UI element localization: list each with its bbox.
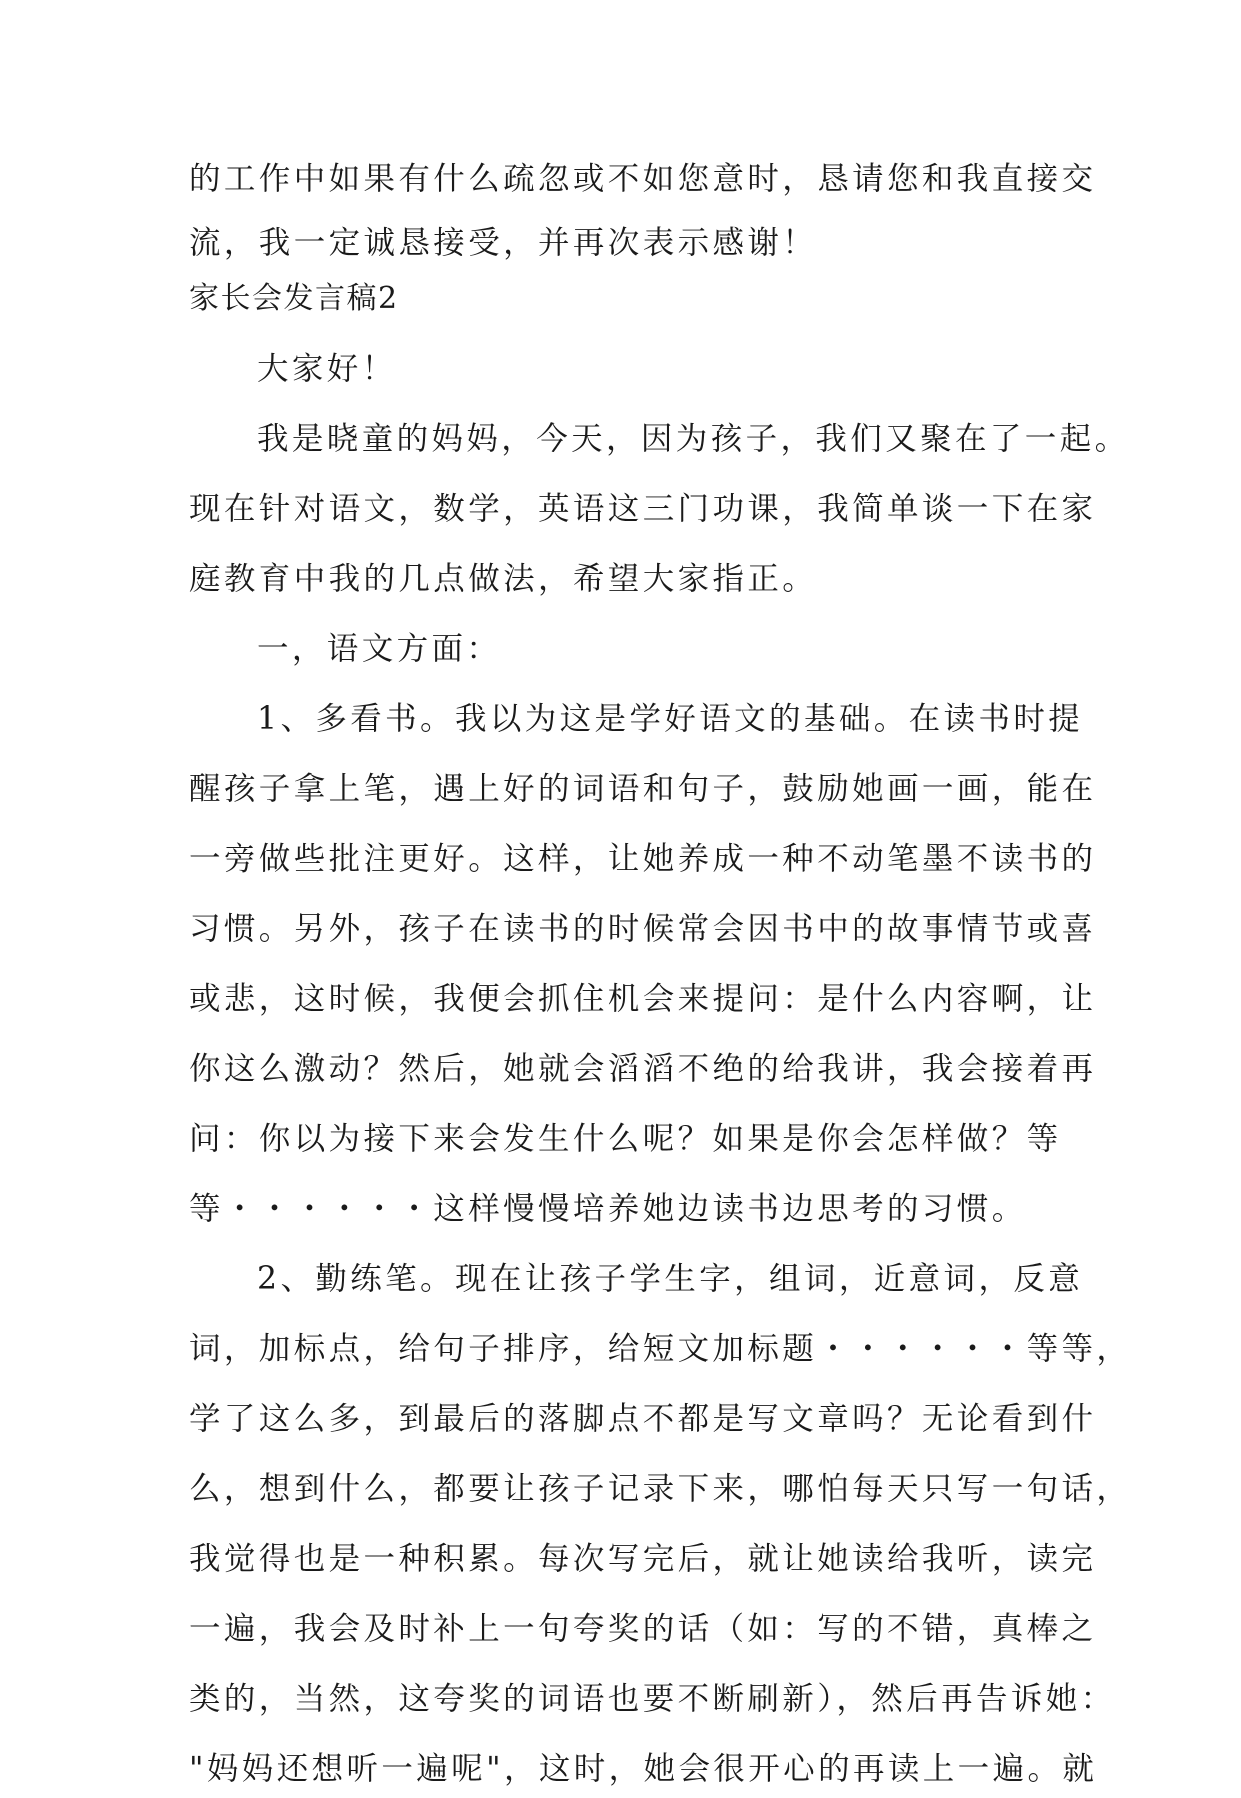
text-line: 习惯。另外，孩子在读书的时候常会因书中的故事情节或喜 xyxy=(189,911,1097,947)
text-line: 词，加标点，给句子排序，给短文加标题・・・・・・等等， xyxy=(189,1331,1132,1367)
section-heading: 家长会发言稿2 xyxy=(189,281,399,316)
text-line: 一旁做些批注更好。这样，让她养成一种不动笔墨不读书的 xyxy=(189,841,1097,877)
paragraph-start: 1、多看书。我以为这是学好语文的基础。在读书时提 xyxy=(257,701,1084,737)
paragraph-start: 2、勤练笔。现在让孩子学生字，组词，近意词，反意 xyxy=(257,1261,1084,1297)
text-line: 等・・・・・・这样慢慢培养她边读书边思考的习惯。 xyxy=(189,1191,1027,1227)
text-line: 类的，当然，这夸奖的词语也要不断刷新），然后再告诉她： xyxy=(189,1681,1116,1717)
text-line: 我觉得也是一种积累。每次写完后，就让她读给我听，读完 xyxy=(189,1541,1097,1577)
text-line: 醒孩子拿上笔，遇上好的词语和句子，鼓励她画一画，能在 xyxy=(189,771,1097,807)
text-line: 或悲，这时候，我便会抓住机会来提问：是什么内容啊，让 xyxy=(189,981,1097,1017)
text-line: 的工作中如果有什么疏忽或不如您意时，恳请您和我直接交 xyxy=(189,161,1097,197)
text-line: "妈妈还想听一遍呢"，这时，她会很开心的再读上一遍。就 xyxy=(189,1751,1098,1787)
text-line: 一遍，我会及时补上一句夸奖的话（如：写的不错，真棒之 xyxy=(189,1611,1097,1647)
salutation: 大家好！ xyxy=(257,351,397,387)
document-body xyxy=(189,150,1132,1798)
text-line: 庭教育中我的几点做法，希望大家指正。 xyxy=(189,561,818,597)
text-line: 学了这么多，到最后的落脚点不都是写文章吗？无论看到什 xyxy=(189,1401,1097,1437)
text-line: 你这么激动？然后，她就会滔滔不绝的给我讲，我会接着再 xyxy=(189,1051,1097,1087)
text-line: 问：你以为接下来会发生什么呢？如果是你会怎样做？等 xyxy=(189,1121,1062,1157)
text-line: 流，我一定诚恳接受，并再次表示感谢！ xyxy=(189,225,818,261)
subsection-heading: 一，语文方面： xyxy=(257,631,502,667)
text-line: 现在针对语文，数学，英语这三门功课，我简单谈一下在家 xyxy=(189,491,1097,527)
text-line: 么，想到什么，都要让孩子记录下来，哪怕每天只写一句话， xyxy=(189,1471,1132,1507)
paragraph-start: 我是晓童的妈妈，今天，因为孩子，我们又聚在了一起。 xyxy=(257,421,1130,457)
